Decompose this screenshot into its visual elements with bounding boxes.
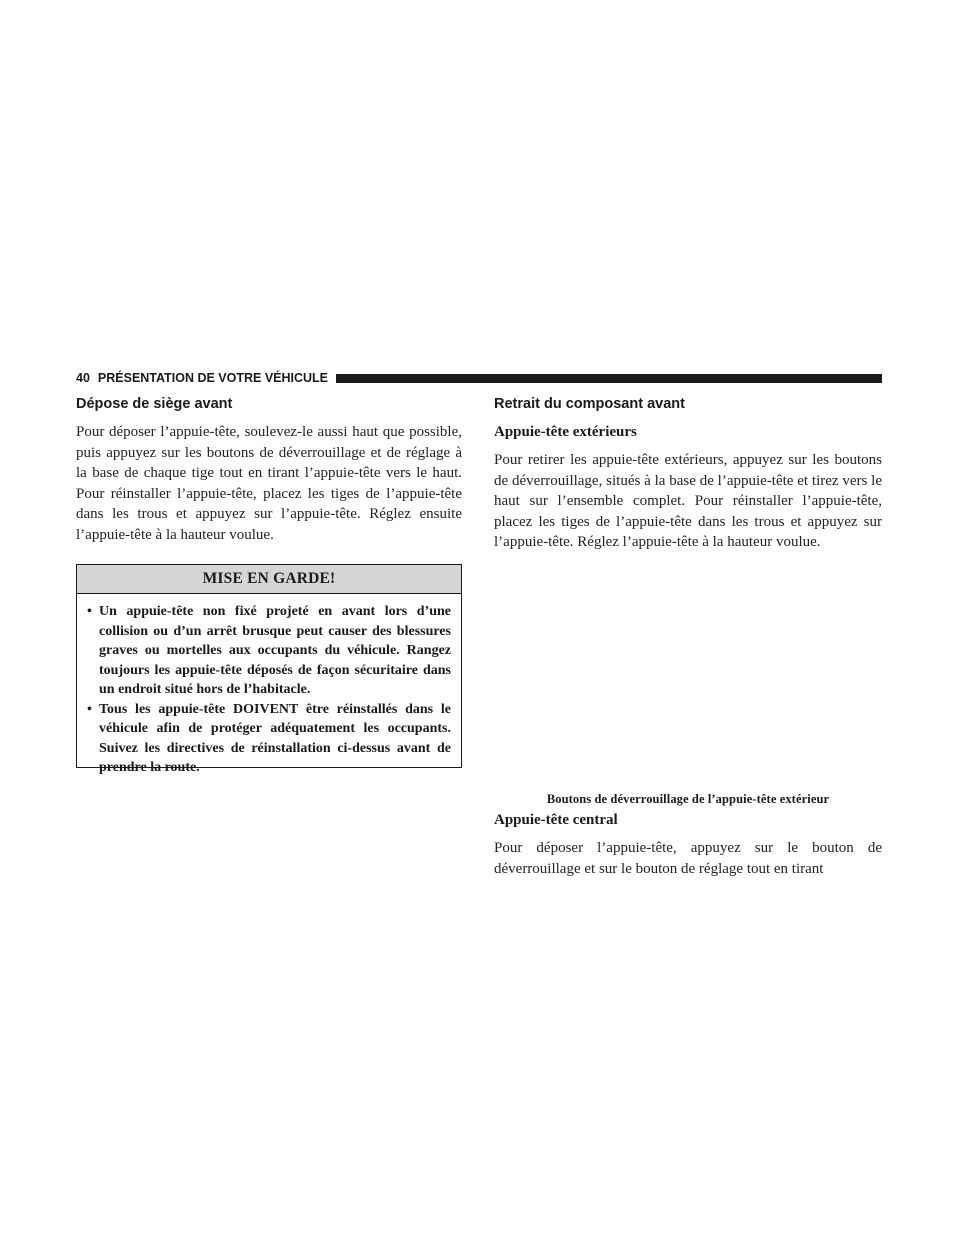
warning-item <box>87 700 451 778</box>
figure-image-area <box>494 566 882 786</box>
page-number: 40 <box>76 371 90 385</box>
front-seat-removal-heading: Dépose de siège avant <box>76 396 233 412</box>
warning-item-text: Un appuie-tête non fixé projeté en avant lors d’une collision ou d’un arrêt brusque peut causer des blessures graves ou mortelles aux occupants du véhicule. Rangez toujours les appuie-tête déposés de façon sécuritaire dans un endroit situé hors de l’habitacle. <box>99 604 451 697</box>
front-component-removal-heading: Retrait du composant avant <box>494 396 685 412</box>
outboard-headrests-subheading: Appuie-tête extérieurs <box>494 424 637 440</box>
left-column <box>76 392 462 545</box>
front-seat-removal-paragraph: Pour déposer l’appuie-tête, soulevez-le aussi haut que possible, puis appuyez sur les boutons de déverrouillage et de réglage à la base de chaque tige tout en tirant l’appuie-tête vers le haut. Pour réinstaller l’appuie-tête, placez les tiges de l’appuie-tête dans les trous et appuyez sur l’appuie-tête. Réglez ensuite l’appuie-tête à la hauteur voulue. <box>76 424 462 543</box>
header-rule <box>336 374 882 383</box>
warning-list <box>77 594 461 778</box>
warning-box <box>76 564 462 775</box>
right-column-lower <box>494 810 882 879</box>
figure-caption: Boutons de déverrouillage de l’appuie-tête extérieur <box>546 792 830 806</box>
center-headrest-subheading: Appuie-tête central <box>494 812 618 828</box>
outboard-headrests-paragraph: Pour retirer les appuie-tête extérieurs, appuyez sur les boutons de déverrouillage, situés à la base de l’appuie-tête et tirez vers le haut sur l’ensemble complet. Pour réinstaller l’appuie-tête, placez les tiges de l’appuie-tête dans les trous et appuyez sur l’appuie-tête. Réglez l’appuie-tête à la hauteur voulue. <box>494 452 882 550</box>
warning-title: MISE EN GARDE! <box>77 565 461 594</box>
warning-item <box>87 602 451 700</box>
center-headrest-paragraph: Pour déposer l’appuie-tête, appuyez sur le bouton de déverrouillage et sur le bouton de réglage tout en tirant <box>494 840 882 877</box>
section-title: PRÉSENTATION DE VOTRE VÉHICULE <box>97 371 329 385</box>
warning-item-text: Tous les appuie-tête DOIVENT être réinstallés dans le véhicule afin de protéger adéquatement les occupants. Suivez les directives de réinstallation ci-dessus avant de prendre la route. <box>99 701 451 775</box>
right-column <box>494 392 882 553</box>
page-header <box>76 370 882 386</box>
bullet-icon: • <box>87 604 92 619</box>
bullet-icon: • <box>87 701 92 717</box>
